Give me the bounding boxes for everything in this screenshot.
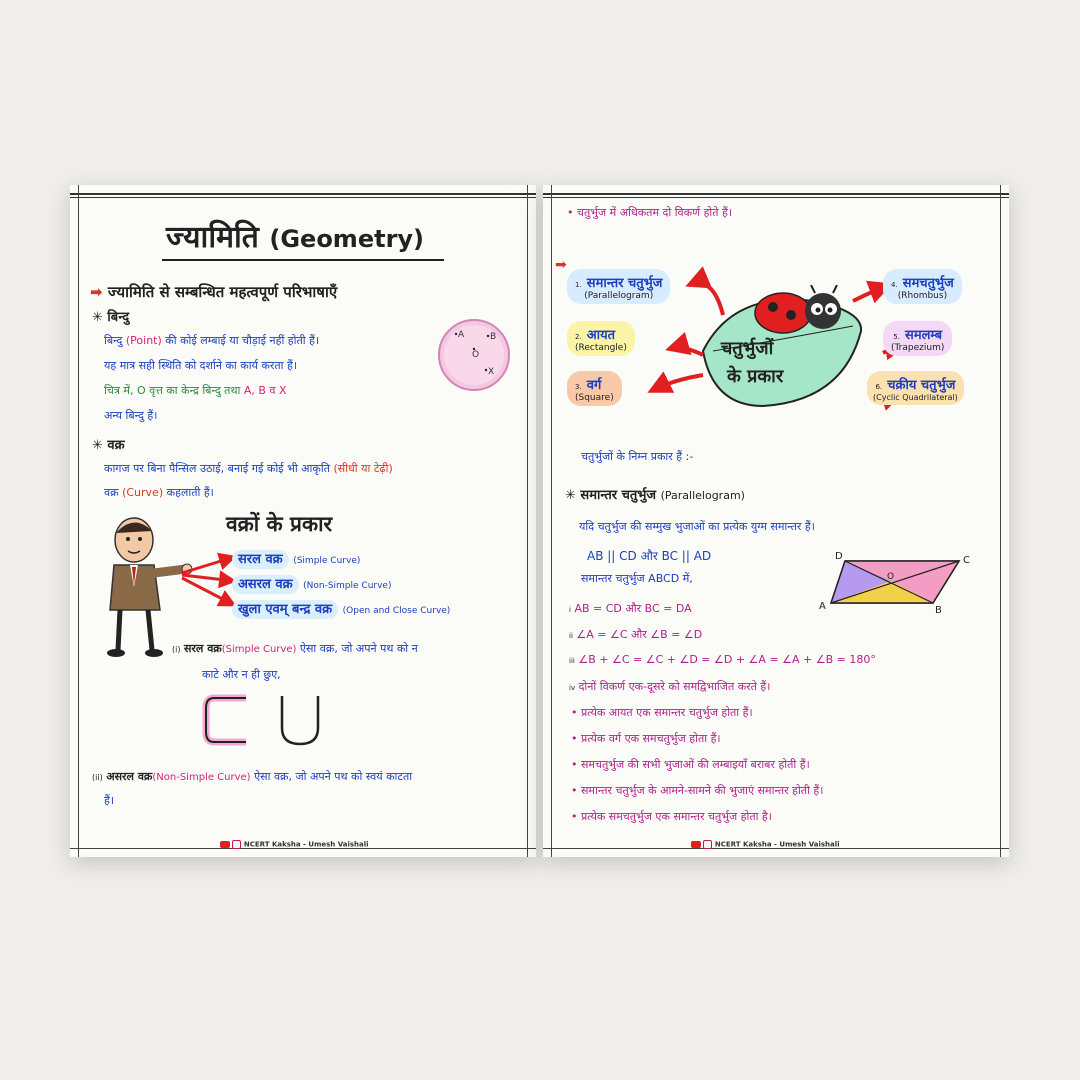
right-rule: [1000, 185, 1001, 857]
vakra-word: वक्र: [104, 486, 119, 499]
type-num: 1.: [575, 281, 582, 289]
bindu-line-3: [104, 383, 287, 398]
curve-type-simple-en: (Simple Curve): [293, 556, 361, 566]
footer-right-text: NCERT Kaksha - Umesh Vaishali: [714, 840, 840, 849]
section-heading-text: ज्यामिति से सम्बन्धित महत्वपूर्ण परिभाषाएँ: [107, 283, 338, 301]
parallelogram-figure: [819, 547, 979, 617]
property-text: ∠B + ∠C = ∠C + ∠D = ∠D + ∠A = ∠A + ∠B = 180°: [578, 653, 876, 666]
type-rhombus: [883, 269, 962, 304]
bindu-heading-text: बिन्दु: [107, 310, 130, 325]
type-num: 6.: [875, 383, 883, 391]
cartoon-character-illustration: [92, 515, 192, 660]
type-hi: समलम्ब: [905, 328, 943, 343]
central-topic-line-1: चतुर्भुजों: [720, 338, 774, 359]
bullet-text: समचतुर्भुज की सभी भुजाओं की लम्बाइयाँ बराबर होती हैं।: [581, 758, 810, 771]
bullet-2: • प्रत्येक वर्ग एक समचतुर्भुज होता हैं।: [571, 732, 721, 745]
type-num: 5.: [893, 333, 900, 341]
point-word: (Point): [125, 334, 162, 347]
circle-figure: [436, 317, 512, 393]
vertex-c: C: [963, 555, 970, 566]
bullet-1: • प्रत्येक आयत एक समान्तर चतुर्भुज होता हैं।: [571, 706, 753, 719]
type-parallelogram: [567, 269, 670, 304]
property-text: दोनों विकर्ण एक-दूसरे को समद्विभाजित करते हैं।: [578, 680, 771, 693]
type-en: (Rhombus): [897, 291, 948, 301]
parallelogram-def: यदि चतुर्भुज की सम्मुख भुजाओं का प्रत्येक युग्म समान्तर हैं।: [579, 520, 815, 533]
arrow-right-icon: ➡: [90, 283, 103, 301]
simple-curve-text-1: ऐसा वक्र, जो अपने पथ को न: [299, 642, 418, 655]
simple-curve-shapes: [202, 690, 332, 750]
title-underline: [162, 259, 444, 261]
bindu-def: की कोई लम्बाई या चौड़ाई नहीं होती हैं।: [165, 334, 320, 347]
top-rule: [543, 193, 1009, 195]
nonsimple-curve-hi: असरल वक्र: [106, 770, 153, 783]
type-square: [567, 371, 622, 406]
left-page: [70, 185, 536, 857]
type-num: 2.: [575, 333, 582, 341]
nonsimple-curve-text-1: ऐसा वक्र, जो अपने पथ को स्वयं काटता: [254, 770, 413, 783]
right-page: [543, 185, 1009, 857]
parallelogram-heading-hi: समान्तर चतुर्भुज: [580, 488, 657, 503]
bindu-line-3-text: चित्र में, O वृत्त का केन्द्र बिन्दु तथा: [104, 384, 241, 397]
property-3: [569, 653, 876, 666]
bindu-heading: [92, 307, 129, 325]
bindu-word: बिन्दु: [104, 334, 123, 347]
vakra-note: (सीधी या टेढ़ी): [333, 462, 393, 475]
nonsimple-curve-en: (Non-Simple Curve): [152, 772, 251, 783]
curve-word: (Curve): [122, 486, 164, 499]
vakra-heading: [92, 435, 125, 453]
property-4: [569, 679, 770, 694]
type-hi: चक्रीय चतुर्भुज: [887, 378, 956, 393]
bullet-icon: ✳: [565, 488, 581, 503]
type-num: 4.: [891, 281, 898, 289]
property-num: ii: [569, 632, 573, 640]
property-num: i: [569, 606, 571, 614]
type-en: (Parallelogram): [584, 291, 654, 301]
right-rule: [527, 185, 528, 857]
bullet-5: • प्रत्येक समचतुर्भुज एक समान्तर चतुर्भुज होता है।: [571, 810, 772, 823]
type-en: (Trapezium): [891, 343, 945, 353]
circle-label-b: B: [490, 332, 497, 342]
type-en: (Cyclic Quadrilateral): [873, 393, 958, 402]
property-1: [569, 601, 692, 616]
simple-curve-en: (Simple Curve): [221, 644, 297, 655]
type-cyclic: [867, 371, 964, 405]
curve-type-simple: [232, 549, 360, 567]
property-text: ∠A = ∠C और ∠B = ∠D: [576, 628, 703, 641]
bullet-text: प्रत्येक आयत एक समान्तर चतुर्भुज होता हैं।: [581, 706, 753, 719]
curve-types-heading: वक्रों के प्रकार: [226, 512, 333, 536]
bullet-icon: ✳: [92, 438, 108, 453]
simple-curve-num: (i): [172, 645, 181, 654]
type-hi: आयत: [586, 328, 616, 343]
bindu-line-2: यह मात्र सही स्थिति को दर्शाने का कार्य करता हैं।: [104, 359, 297, 372]
bullet-3: • समचतुर्भुज की सभी भुजाओं की लम्बाइयाँ बराबर होती हैं।: [571, 758, 810, 771]
simple-curve-def: [172, 641, 418, 656]
arrow-right-icon: ➡: [555, 257, 567, 273]
type-hi: समान्तर चतुर्भुज: [586, 276, 663, 291]
curve-type-open-close-en: (Open and Close Curve): [342, 606, 451, 616]
vakra-def: कागज पर बिना पैन्सिल उठाई, बनाई गई कोई भी आकृति: [104, 462, 330, 475]
parallelogram-heading: [565, 485, 745, 503]
red-arrows-icon: [180, 545, 240, 615]
diagonal-note: • चतुर्भुज में अधिकतम दो विकर्ण होते हैं।: [567, 206, 733, 219]
top-rule: [70, 193, 536, 195]
parallelogram-abcd: समान्तर चतुर्भुज ABCD में,: [581, 572, 693, 585]
central-topic-line-2: के प्रकार: [727, 366, 784, 387]
section-heading: [90, 282, 337, 302]
circle-label-x: X: [488, 367, 495, 377]
instagram-icon: [232, 840, 241, 849]
property-num: iii: [569, 657, 575, 665]
youtube-icon: [691, 841, 701, 848]
youtube-icon: [220, 841, 230, 848]
curve-type-open-close-hi: खुला एवम् बन्द्र वक्र: [232, 600, 338, 619]
vertex-b: B: [935, 605, 942, 616]
top-rule-thin: [70, 197, 536, 198]
circle-label-o: O: [472, 350, 480, 360]
bullet-text: समान्तर चतुर्भुज के आमने-सामने की भुजाएं समान्तर होती हैं।: [581, 784, 824, 797]
circle-label-a: A: [458, 330, 465, 340]
type-hi: समचतुर्भुज: [902, 276, 954, 291]
simple-curve-hi: सरल वक्र: [183, 642, 222, 655]
property-2: [569, 627, 702, 642]
nonsimple-curve-def: [92, 769, 412, 784]
left-rule: [551, 185, 552, 857]
curve-type-simple-hi: सरल वक्र: [232, 550, 289, 569]
parallelogram-parallel-sides: AB || CD और BC || AD: [587, 549, 712, 563]
nonsimple-curve-text-2: हैं।: [104, 794, 115, 807]
curve-type-nonsimple: [232, 574, 391, 592]
vertex-d: D: [835, 551, 843, 562]
curve-type-nonsimple-en: (Non-Simple Curve): [303, 581, 392, 591]
nonsimple-curve-num: (ii): [92, 773, 103, 782]
type-en: (Rectangle): [575, 343, 627, 353]
curve-type-open-close: [232, 599, 450, 617]
vakra-end: कहलाती हैं।: [166, 486, 214, 499]
bullet-icon: ✳: [92, 310, 108, 325]
vertex-a: A: [819, 601, 826, 612]
top-rule-thin: [543, 197, 1009, 198]
instagram-icon: [703, 840, 712, 849]
types-intro: चतुर्भुजों के निम्न प्रकार हैं :-: [581, 450, 694, 463]
footer-left-text: NCERT Kaksha - Umesh Vaishali: [243, 840, 369, 849]
curve-type-nonsimple-hi: असरल वक्र: [232, 575, 299, 594]
title-hindi: ज्यामिति: [166, 220, 259, 255]
property-num: iv: [569, 684, 576, 692]
parallelogram-heading-en: (Parallelogram): [660, 489, 745, 502]
footer-left: [220, 840, 369, 849]
property-text: AB = CD और BC = DA: [574, 602, 692, 615]
vakra-heading-text: वक्र: [107, 438, 125, 453]
type-rectangle: [567, 321, 635, 356]
vakra-line-2: [104, 485, 214, 500]
center-o: O: [887, 572, 895, 582]
bullet-text: प्रत्येक समचतुर्भुज एक समान्तर चतुर्भुज होता है।: [581, 810, 772, 823]
title-english: (Geometry): [269, 225, 425, 253]
bindu-points: A, B व X: [243, 384, 287, 397]
simple-curve-text-2: काटे और न ही छुए,: [202, 668, 281, 681]
bindu-line-1: [104, 333, 319, 348]
bindu-line-4: अन्य बिन्दु हैं।: [104, 409, 158, 422]
type-trapezium: [883, 321, 952, 356]
vakra-line-1: [104, 461, 393, 476]
footer-right: [691, 840, 840, 849]
type-en: (Square): [575, 393, 614, 403]
page-title: [166, 215, 424, 256]
bullet-text: प्रत्येक वर्ग एक समचतुर्भुज होता हैं।: [581, 732, 721, 745]
type-num: 3.: [575, 383, 582, 391]
type-hi: वर्ग: [586, 378, 602, 393]
bullet-4: • समान्तर चतुर्भुज के आमने-सामने की भुजाएं समान्तर होती हैं।: [571, 784, 824, 797]
left-rule: [78, 185, 79, 857]
